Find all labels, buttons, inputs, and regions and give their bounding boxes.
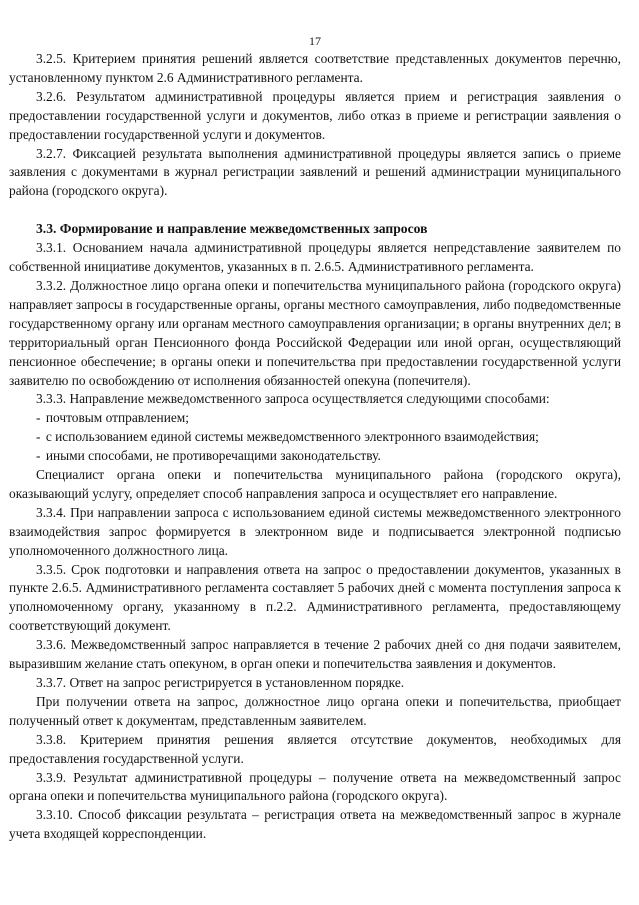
- paragraph-3-2-5: 3.2.5. Критерием принятия решений является соответствие представленных документов перечню, установленному пунктом 2.6 Административного регламента.: [9, 51, 621, 85]
- method-item-label: иными способами, не противоречащими законодательству.: [45, 448, 381, 464]
- method-item-label: почтовым отправлением;: [45, 410, 190, 426]
- paragraph-3-2-6: 3.2.6. Результатом административной процедуры является прием и регистрация заявления о предоставлении государственной услуги и документов, либо отказ в приеме и регистрации заявления о предоставлении государственной услуги и документов.: [9, 88, 621, 142]
- paragraph-3-2-7: 3.2.7. Фиксацией результата выполнения административной процедуры является запись о приеме заявления с документами в журнал регистрации заявлений и решений администрации муниципального района (городского округа).: [9, 145, 621, 199]
- bullet-dash: -: [36, 448, 41, 464]
- page-number: 17: [309, 34, 321, 48]
- paragraph-3-3-10: 3.3.10. Способ фиксации результата – регистрация ответа на межведомственный запрос в журнале учета входящей корреспонденции.: [9, 807, 621, 842]
- method-item-electronic: [9, 428, 621, 447]
- paragraph-response: При получении ответа на запрос, должностное лицо органа опеки и попечительства, приобщает полученный ответ к документам, представленным заявителем.: [9, 693, 621, 728]
- paragraph-3-3-1: 3.3.1. Основанием начала административной процедуры является непредставление заявителем по собственной инициативе документов, указанных в п. 2.6.5. Административного регламента.: [9, 240, 621, 275]
- paragraph-3-3-8: 3.3.8. Критерием принятия решения является отсутствие документов, необходимых для предоставления государственной услуги.: [9, 731, 621, 766]
- bullet-dash: -: [36, 429, 41, 445]
- section-heading-3-3: 3.3. Формирование и направление межведомственных запросов: [36, 221, 428, 237]
- paragraph-3-3-3: 3.3.3. Направление межведомственного запроса осуществляется следующими способами:: [36, 391, 550, 407]
- paragraph-3-3-9: 3.3.9. Результат административной процедуры – получение ответа на межведомственный запрос органа опеки и попечительства муниципального района (городского округа).: [9, 769, 621, 804]
- paragraph-3-3-5: 3.3.5. Срок подготовки и направления ответа на запрос о предоставлении документов, указанных в пункте 2.6.5. Административного регламента составляет 5 рабочих дней с момента поступления запроса к уполномоченному органу, указанному в п.2.2. Административного регламента, предоставляющему соответствующий документ.: [9, 561, 621, 634]
- document-page: [9, 34, 621, 844]
- paragraph-3-3-2: 3.3.2. Должностное лицо органа опеки и попечительства муниципального района (городского округа) направляет запросы в государственные органы, органы местного самоуправления, либо подведомственные государственному органу или органам местного самоуправления организации; в органы внутренних дел; в территориальный орган Пенсионного фонда Российской Федерации или иной орган, осуществляющий пенсионное обеспечение; в органы опеки и попечительства при предоставлении государственной услуги заявителю по освобождению от исполнения обязанностей опекуна (попечителя).: [9, 277, 621, 388]
- paragraph-3-3-4: 3.3.4. При направлении запроса с использованием единой системы межведомственного электронного взаимодействия запрос формируется в электронном виде и подписывается электронной подписью уполномоченного должностного лица.: [9, 504, 621, 558]
- method-item-mail: [9, 409, 621, 428]
- method-item-other: [9, 447, 621, 466]
- paragraph-3-3-7: 3.3.7. Ответ на запрос регистрируется в установленном порядке.: [36, 675, 405, 690]
- paragraph-specialist: Специалист органа опеки и попечительства муниципального района (городского округа), оказывающий услугу, определяет способ направления запроса и осуществляет его направление.: [9, 467, 621, 501]
- paragraph-3-3-6: 3.3.6. Межведомственный запрос направляется в течение 2 рабочих дней со дня подачи заявителем, выразившим желание стать опекуном, в орган опеки и попечительства заявления и документов.: [9, 637, 621, 672]
- bullet-dash: -: [36, 410, 41, 426]
- method-item-label: с использованием единой системы межведомственного электронного взаимодействия;: [45, 429, 539, 445]
